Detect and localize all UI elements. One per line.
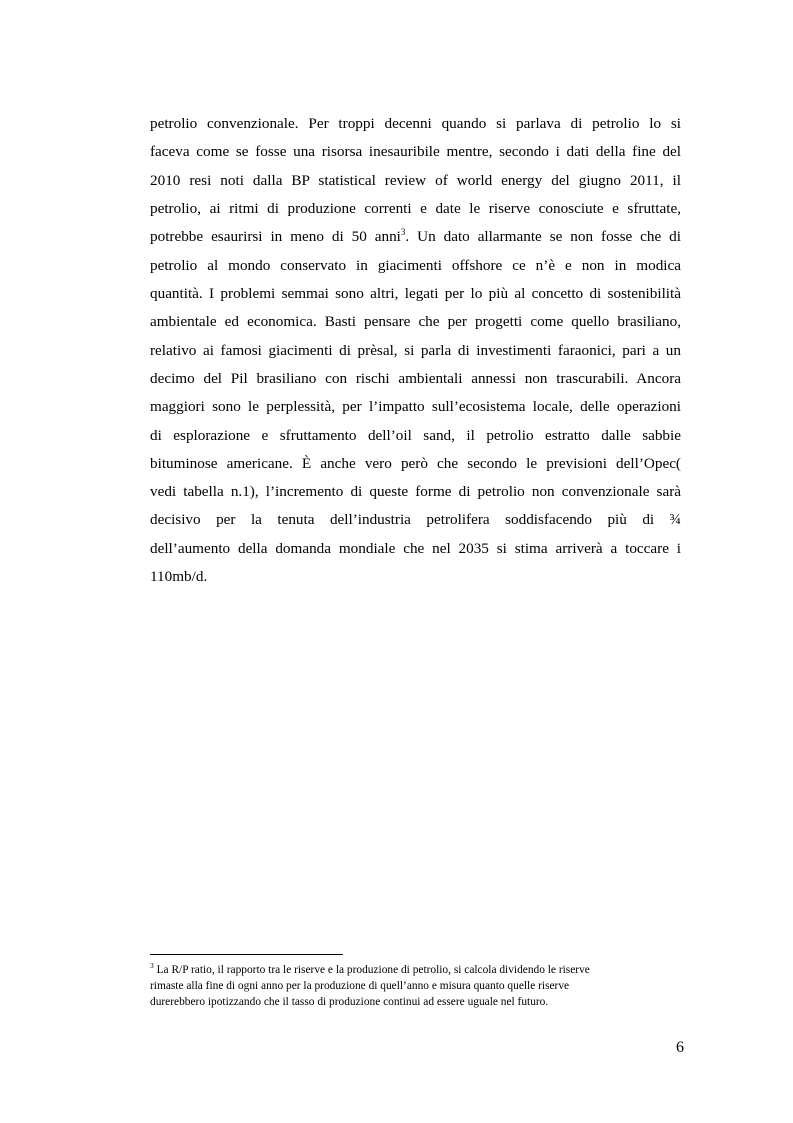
footnote-separator — [150, 954, 343, 955]
footnote-line: rimaste alla fine di ogni anno per la produzione di quell’anno e misura quanto quelle riserve — [150, 980, 570, 992]
footnote-line: durerebbero ipotizzando che il tasso di produzione continui ad essere uguale nel futuro. — [150, 996, 549, 1008]
body-line: decisivo per la tenuta dell’industria petrolifera soddisfacendo più di ¾ — [150, 511, 681, 528]
body-line: petrolio convenzionale. Per troppi decenni quando si parlava di petrolio lo si — [150, 115, 681, 132]
body-line: decimo del Pil brasiliano con rischi ambientali annessi non trascurabili. Ancora — [150, 370, 681, 387]
body-line: relativo ai famosi giacimenti di prèsal, si parla di investimenti faraonici, pari a un — [150, 342, 681, 359]
body-line: 110mb/d. — [150, 568, 208, 585]
body-line: ambientale ed economica. Basti pensare che per progetti come quello brasiliano, — [150, 313, 681, 330]
body-line: petrolio al mondo conservato in giacimenti offshore ce n’è e non in modica — [150, 257, 681, 274]
body-line: di esplorazione e sfruttamento dell’oil sand, il petrolio estratto dalle sabbie — [150, 427, 681, 444]
footnote-text: La R/P ratio, il rapporto tra le riserve e la produzione di petrolio, si calcola dividendo le riserve — [153, 964, 590, 976]
body-line-text: potrebbe esaurirsi in meno di 50 anni — [150, 228, 401, 245]
page-number: 6 — [676, 1039, 684, 1056]
body-line: bituminose americane. È anche vero però che secondo le previsioni dell’Opec( — [150, 455, 681, 472]
footnote-line — [150, 963, 590, 977]
body-line: 2010 resi noti dalla BP statistical review of world energy del giugno 2011, il — [150, 172, 681, 189]
body-line — [150, 228, 681, 246]
footnote-marker: 3 — [150, 961, 154, 971]
footnote-reference: 3 — [400, 226, 406, 237]
body-line: faceva come se fosse una risorsa inesauribile mentre, secondo i dati della fine del — [150, 143, 681, 160]
body-line: quantità. I problemi semmai sono altri, legati per lo più al concetto di sostenibilità — [150, 285, 681, 302]
body-line: petrolio, ai ritmi di produzione correnti e date le riserve conosciute e sfruttate, — [150, 200, 681, 217]
body-line: maggiori sono le perplessità, per l’impatto sull’ecosistema locale, delle operazioni — [150, 398, 681, 415]
body-line: vedi tabella n.1), l’incremento di queste forme di petrolio non convenzionale sarà — [150, 483, 681, 500]
body-line-text: . Un dato allarmante se non fosse che di — [405, 228, 681, 245]
body-line: dell’aumento della domanda mondiale che nel 2035 si stima arriverà a toccare i — [150, 540, 681, 557]
